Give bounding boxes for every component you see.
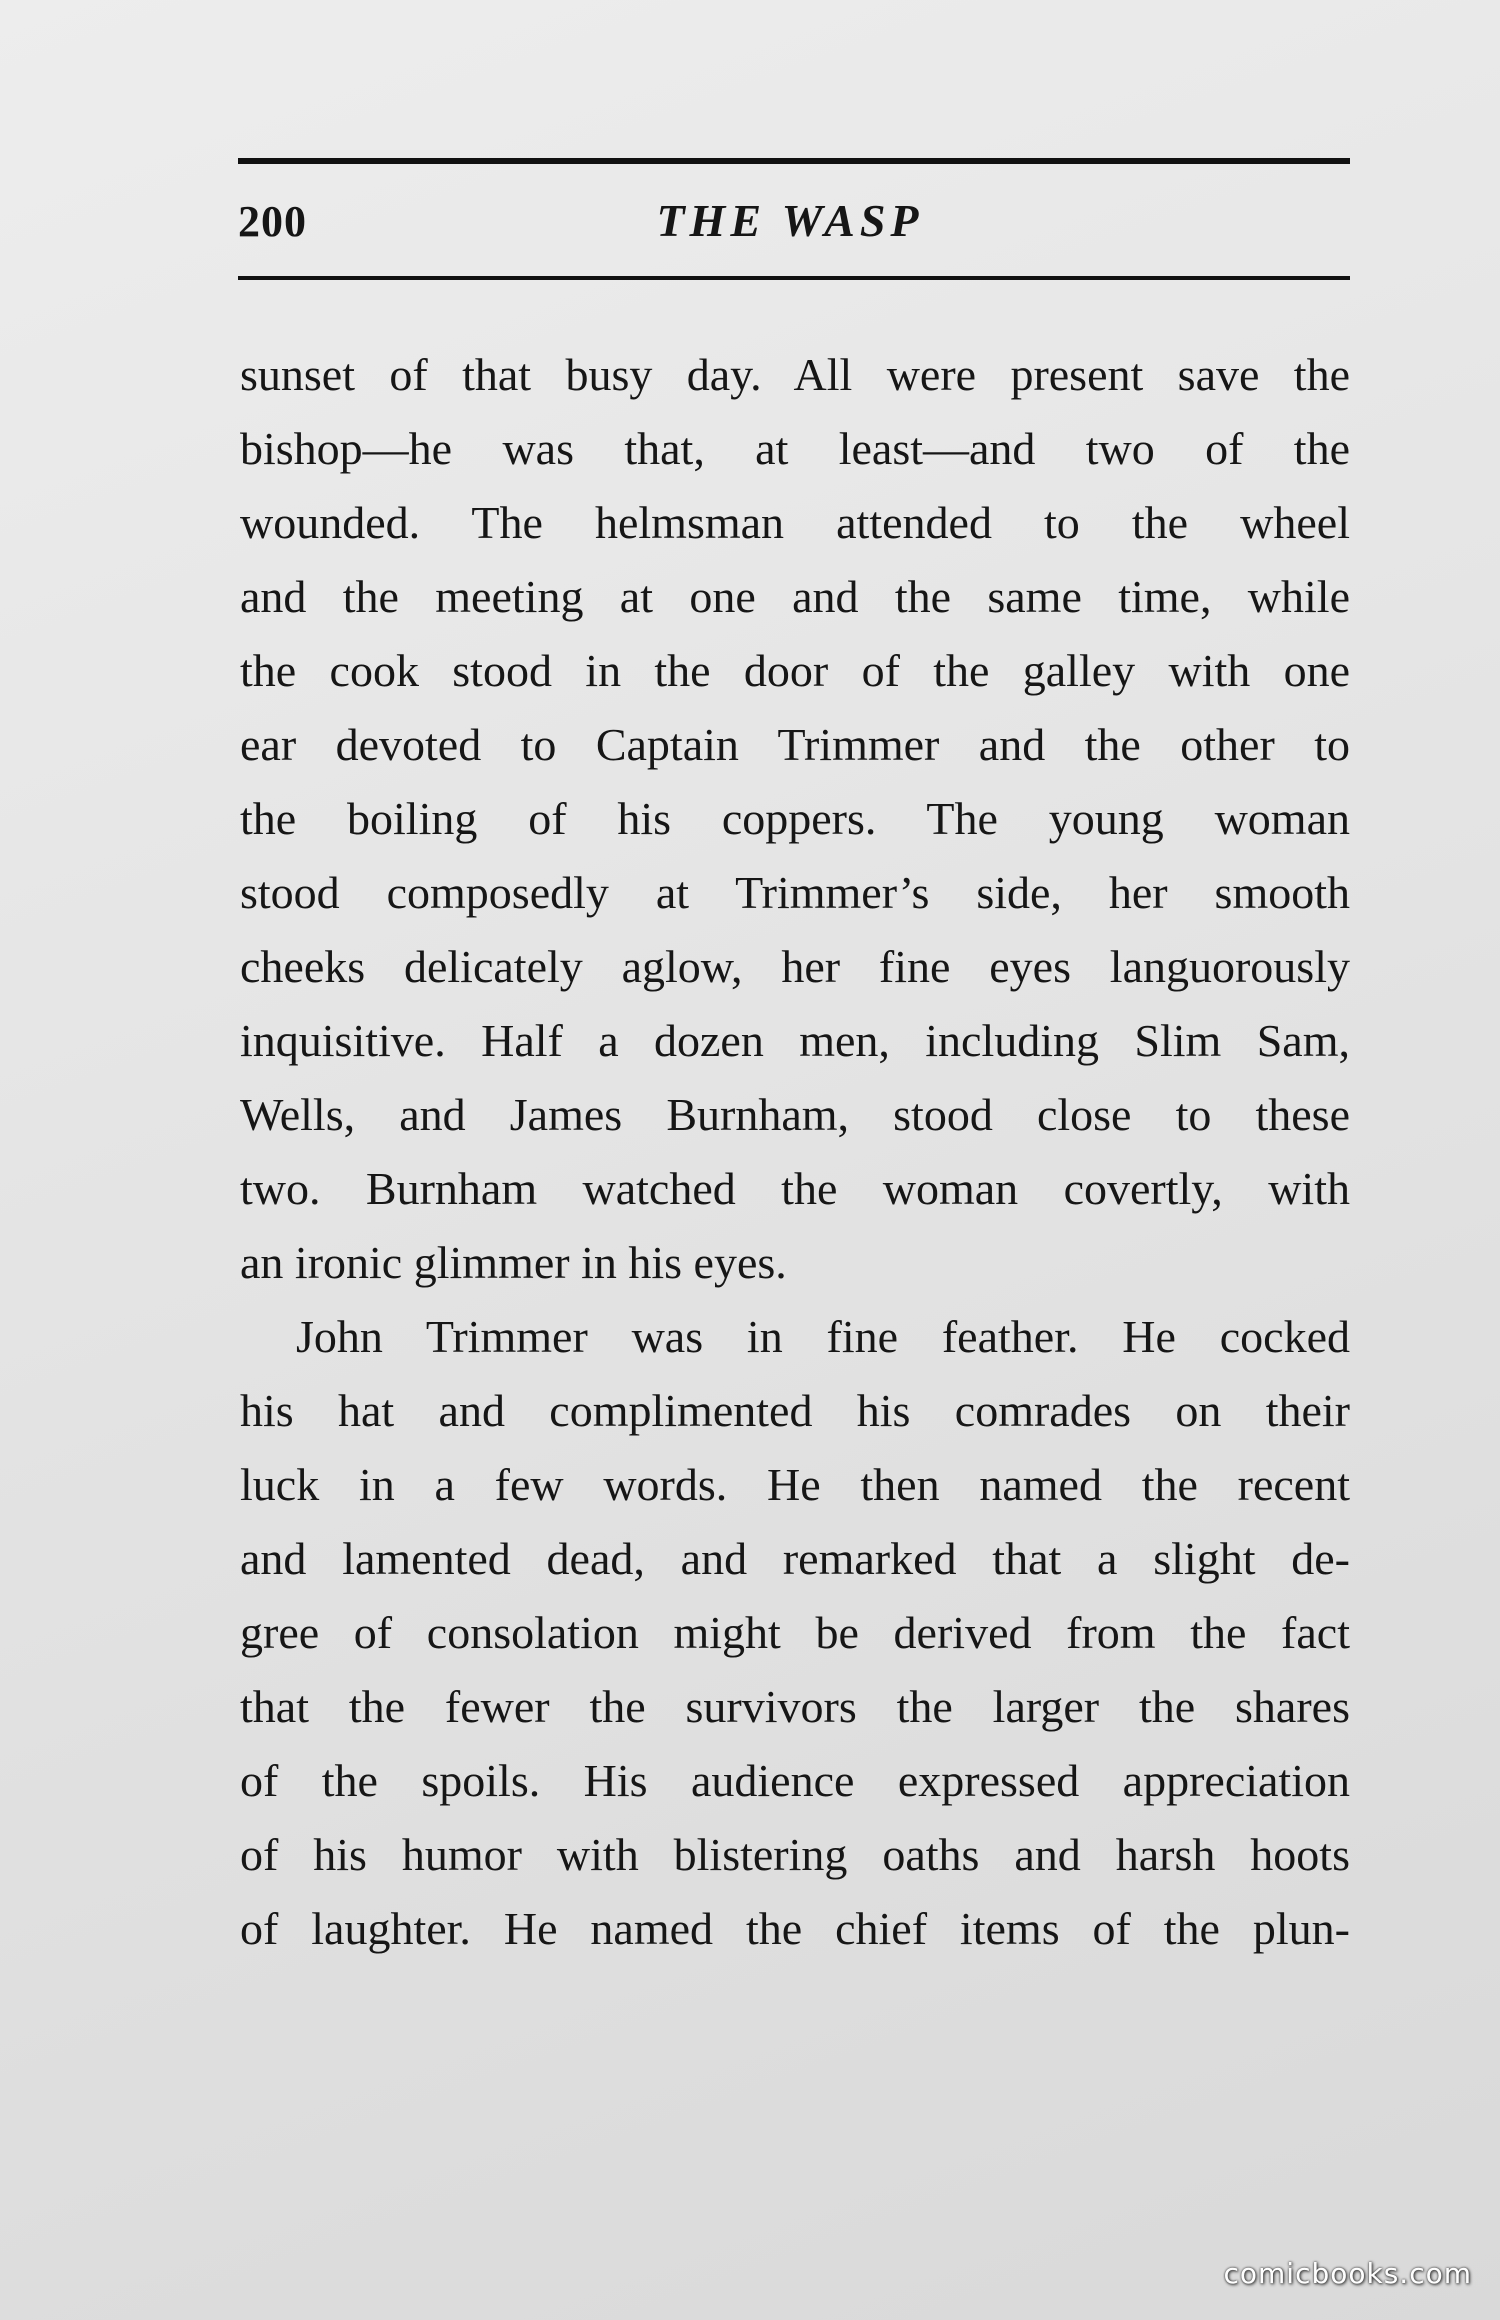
text-line: an ironic glimmer in his eyes. — [240, 1237, 787, 1288]
text-line: John Trimmer was in fine feather. He cocked — [296, 1311, 1350, 1362]
header-bottom-rule — [238, 276, 1350, 280]
text-line: inquisitive. Half a dozen men, including Slim Sam, — [240, 1015, 1350, 1066]
text-line: bishop—he was that, at least—and two of the — [240, 423, 1350, 474]
text-line: of laughter. He named the chief items of the plun- — [240, 1903, 1350, 1954]
text-line: sunset of that busy day. All were present save the — [240, 349, 1350, 400]
text-line: cheeks delicately aglow, her fine eyes languorously — [240, 941, 1350, 992]
page-number: 200 — [238, 197, 307, 246]
text-line: wounded. The helmsman attended to the wheel — [240, 497, 1350, 548]
paragraph — [240, 1300, 1350, 1966]
body-text — [240, 338, 1350, 1966]
text-line: ear devoted to Captain Trimmer and the other to — [240, 719, 1350, 770]
text-line: the boiling of his coppers. The young woman — [240, 793, 1350, 844]
text-line: Wells, and James Burnham, stood close to these — [240, 1089, 1350, 1140]
text-line: and lamented dead, and remarked that a slight de- — [240, 1533, 1350, 1584]
text-line: stood composedly at Trimmer’s side, her smooth — [240, 867, 1350, 918]
text-line: and the meeting at one and the same time, while — [240, 571, 1350, 622]
text-line: two. Burnham watched the woman covertly, with — [240, 1163, 1350, 1214]
text-line: the cook stood in the door of the galley with one — [240, 645, 1350, 696]
watermark: comicbooks.com — [1223, 2257, 1472, 2290]
paragraph — [240, 338, 1350, 1300]
running-title: THE WASP — [656, 195, 924, 246]
text-line: of the spoils. His audience expressed appreciation — [240, 1755, 1350, 1806]
header-top-rule — [238, 158, 1350, 164]
text-line: his hat and complimented his comrades on their — [240, 1385, 1350, 1436]
text-line: that the fewer the survivors the larger the shares — [240, 1681, 1350, 1732]
text-line: luck in a few words. He then named the recent — [240, 1459, 1350, 1510]
text-line: gree of consolation might be derived from the fact — [240, 1607, 1350, 1658]
text-line: of his humor with blistering oaths and harsh hoots — [240, 1829, 1350, 1880]
